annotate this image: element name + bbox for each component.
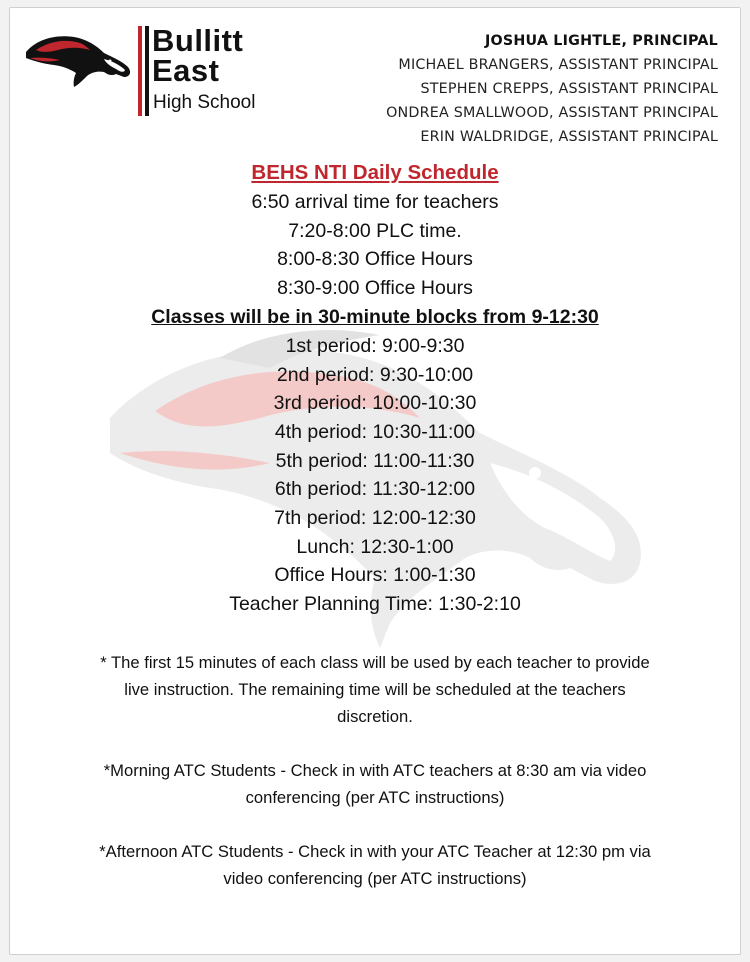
logo-black-bar	[145, 26, 149, 116]
planning-time-line: Teacher Planning Time: 1:30-2:10	[229, 593, 521, 616]
logo-subtitle: High School	[153, 92, 256, 113]
logo-school-name: Bullitt East	[152, 23, 244, 88]
schedule-line: 8:30-9:00 Office Hours	[277, 277, 473, 300]
schedule-title: BEHS NTI Daily Schedule	[251, 161, 499, 184]
schedule-section	[10, 158, 740, 619]
logo-red-bar	[138, 26, 142, 116]
schedule-line: 6:50 arrival time for teachers	[251, 191, 499, 213]
notes-section	[90, 649, 660, 919]
period-line: 1st period: 9:00-9:30	[285, 334, 465, 357]
schedule-line: 7:20-8:00 PLC time.	[288, 219, 462, 242]
school-logo	[24, 23, 294, 126]
administration-list	[386, 29, 718, 149]
lunch-line: Lunch: 12:30-1:00	[296, 535, 454, 558]
period-line: 3rd period: 10:00-10:30	[273, 392, 477, 415]
blocks-heading: Classes will be in 30-minute blocks from 9-12:30	[151, 305, 599, 328]
note-morning-atc: *Morning ATC Students - Check in with ATC teachers at 8:30 am via video conferencing (per ATC instructions)	[103, 761, 647, 807]
schedule-line: 8:00-8:30 Office Hours	[277, 248, 473, 271]
assistant-principal-name: STEPHEN CREPPS, ASSISTANT PRINCIPAL	[420, 81, 718, 97]
period-line: 5th period: 11:00-11:30	[275, 449, 475, 472]
bronco-logo-icon	[24, 30, 132, 88]
principal-name: JOSHUA LIGHTLE, PRINCIPAL	[484, 33, 718, 49]
office-hours-line: Office Hours: 1:00-1:30	[274, 564, 476, 587]
assistant-principal-name: MICHAEL BRANGERS, ASSISTANT PRINCIPAL	[398, 57, 718, 73]
period-line: 7th period: 12:00-12:30	[274, 507, 476, 530]
note-afternoon-atc: *Afternoon ATC Students - Check in with your ATC Teacher at 12:30 pm via video conferencing (per ATC instructions)	[99, 842, 651, 888]
period-line: 2nd period: 9:30-10:00	[276, 363, 474, 386]
period-line: 6th period: 11:30-12:00	[274, 478, 476, 501]
assistant-principal-name: ERIN WALDRIDGE, ASSISTANT PRINCIPAL	[420, 129, 718, 145]
assistant-principal-name: ONDREA SMALLWOOD, ASSISTANT PRINCIPAL	[386, 105, 718, 121]
note-live-instruction: * The first 15 minutes of each class will be used by each teacher to provide live instruction. The remaining time will be scheduled at the teachers discretion.	[100, 653, 650, 726]
period-line: 4th period: 10:30-11:00	[274, 420, 476, 443]
document-page	[9, 7, 741, 955]
